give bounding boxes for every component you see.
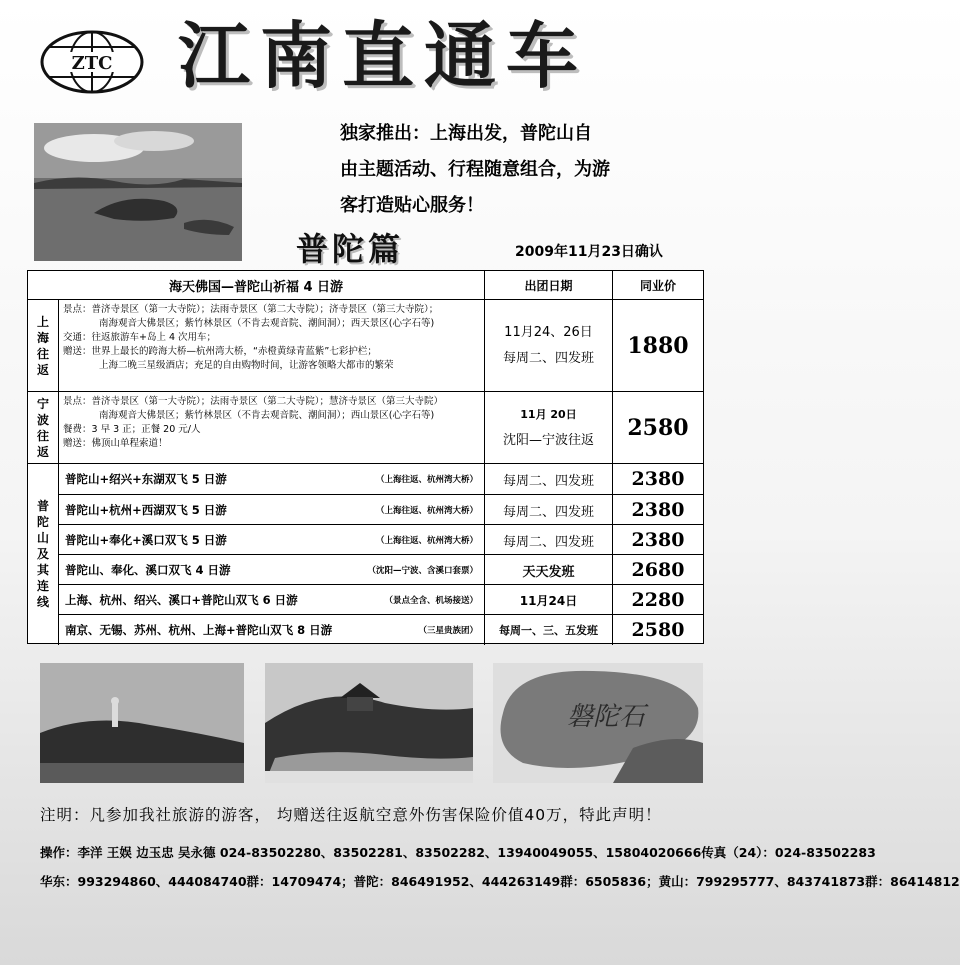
table-row	[58, 584, 703, 615]
region-char: 其	[36, 563, 49, 577]
table-row	[58, 554, 703, 585]
route-cell	[58, 615, 484, 645]
region-char: 返	[36, 363, 49, 377]
route-name: 普陀山、奉化、溪口双飞 4 日游	[65, 563, 231, 577]
table-row	[58, 464, 703, 494]
header-tour: 海天佛国—普陀山祈福 4 日游	[168, 279, 344, 295]
route-cell	[58, 525, 484, 555]
header-price: 同业价	[612, 271, 703, 299]
route-cell	[58, 585, 484, 615]
detail-line: 交通：往返旅游车+岛上 4 次用车；	[63, 332, 217, 343]
route-cell	[58, 495, 484, 525]
brand-title: 江南直通车	[178, 13, 589, 98]
route-cell	[58, 464, 484, 494]
route-schedule: 11月24日	[484, 585, 612, 615]
departure-dates: 11月 20日	[520, 408, 577, 421]
route-price: 2280	[612, 585, 703, 615]
region-char: 往	[36, 429, 49, 443]
rock-photo	[493, 663, 703, 783]
route-note: （上海往返、杭州湾大桥）	[375, 536, 478, 546]
shanghai-dates	[484, 300, 612, 392]
ztc-logo	[40, 30, 144, 94]
region-char: 线	[36, 595, 49, 609]
region-char: 上	[36, 315, 49, 329]
departure-schedule: 沈阳—宁波往返	[502, 433, 594, 448]
region-combos	[28, 464, 58, 644]
intro-line: 独家推出：上海出发，普陀山自	[340, 123, 592, 144]
section-title: 普陀篇	[296, 230, 405, 268]
temple-hill-photo	[265, 663, 473, 783]
detail-line: 赠送：世界上最长的跨海大桥—杭州湾大桥，“赤橙黄绿青蓝紫”七彩护栏；	[63, 346, 377, 357]
combo-rows	[58, 464, 703, 644]
table-row	[58, 614, 703, 645]
region-char: 陀	[36, 515, 49, 529]
detail-line: 餐费：3 早 3 正；正餐 20 元/人	[63, 424, 201, 435]
region-char: 普	[36, 499, 49, 513]
route-schedule: 每周二、四发班	[484, 495, 612, 525]
insurance-notice: 注明：凡参加我社旅游的游客， 均赠送往返航空意外伤害保险价值40万，特此声明！	[40, 806, 662, 824]
table-row	[28, 299, 703, 392]
svg-text:ZTC: ZTC	[71, 53, 113, 74]
route-schedule: 每周一、三、五发班	[484, 615, 612, 645]
route-note: （沈阳—宁波、含溪口套票）	[367, 566, 478, 576]
route-name: 普陀山+杭州+西湖双飞 5 日游	[65, 503, 227, 517]
route-name: 上海、杭州、绍兴、溪口+普陀山双飞 6 日游	[65, 593, 298, 607]
contact-regions: 华东：993294860、444084740群：14709474；普陀：846491952、444263149群：6505836；黄山：799295777、843741873群：86414812	[40, 874, 960, 889]
price-shanghai: 1880	[612, 300, 703, 392]
region-char: 连	[36, 579, 49, 593]
detail-line: 赠送：佛顶山单程索道！	[63, 438, 168, 449]
region-char: 海	[36, 331, 49, 345]
route-name: 普陀山+奉化+溪口双飞 5 日游	[65, 533, 227, 547]
route-price: 2380	[612, 525, 703, 555]
region-ningbo	[28, 392, 58, 464]
header-departure: 出团日期	[484, 271, 612, 299]
ningbo-details	[58, 392, 484, 464]
route-note: （上海往返、杭州湾大桥）	[375, 506, 478, 516]
buddha-island-photo	[40, 663, 244, 783]
route-name: 南京、无锡、苏州、杭州、上海+普陀山双飞 8 日游	[65, 623, 333, 637]
detail-line: 景点：普济寺景区（第一大寺院）；法雨寺景区（第二大寺院）；慧济寺景区（第三大寺院）	[63, 396, 444, 407]
route-price: 2380	[612, 464, 703, 494]
route-note: （上海往返、杭州湾大桥）	[375, 475, 478, 485]
region-char: 山	[36, 531, 49, 545]
table-row	[58, 524, 703, 555]
confirm-date: 2009年11月23日确认	[515, 244, 663, 260]
region-char: 波	[36, 413, 49, 427]
route-note: （景点全含、机场接送）	[384, 596, 478, 606]
rock-inscription: 磐陀石	[567, 702, 646, 732]
detail-line: 南海观音大佛景区；紫竹林景区（不肯去观音院、潮间洞）；西天景区(心字石等)	[99, 318, 435, 329]
coastline-photo	[34, 123, 242, 261]
region-char: 及	[36, 547, 49, 561]
contact-operations: 操作：李洋 王娱 边玉忠 吴永德 024-83502280、83502281、83502282、13940049055、15804020666传真（24）：024-83502283	[40, 845, 876, 860]
detail-line: 景点：普济寺景区（第一大寺院）；法雨寺景区（第二大寺院）；济寺景区（第三大寺院）；	[63, 304, 439, 315]
detail-line: 上海二晚三星级酒店；充足的自由购物时间，让游客领略大都市的繁荣	[99, 360, 394, 371]
route-price: 2680	[612, 555, 703, 585]
tour-table	[27, 270, 704, 644]
route-price: 2380	[612, 495, 703, 525]
route-note: （三星贵族团）	[418, 626, 478, 636]
route-name: 普陀山+绍兴+东湖双飞 5 日游	[65, 472, 227, 486]
region-shanghai	[28, 300, 58, 392]
region-char: 宁	[36, 397, 49, 411]
table-row	[58, 494, 703, 525]
table-row	[28, 391, 703, 464]
departure-dates: 11月24、26日	[504, 325, 593, 340]
route-schedule: 每周二、四发班	[484, 464, 612, 494]
route-schedule: 天天发班	[484, 555, 612, 585]
intro-text	[340, 116, 670, 224]
price-ningbo: 2580	[612, 392, 703, 464]
departure-schedule: 每周二、四发班	[502, 351, 594, 366]
intro-line: 客打造贴心服务！	[340, 195, 484, 216]
route-price: 2580	[612, 615, 703, 645]
route-cell	[58, 555, 484, 585]
region-char: 返	[36, 445, 49, 459]
region-char: 往	[36, 347, 49, 361]
combo-block	[28, 463, 703, 644]
route-schedule: 每周二、四发班	[484, 525, 612, 555]
ningbo-dates	[484, 392, 612, 464]
detail-line: 南海观音大佛景区；紫竹林景区（不肯去观音院、潮间洞）；西山景区(心字石等)	[99, 410, 435, 421]
shanghai-details	[58, 300, 484, 392]
intro-line: 由主题活动、行程随意组合，为游	[340, 159, 610, 180]
table-header-row	[28, 271, 703, 299]
